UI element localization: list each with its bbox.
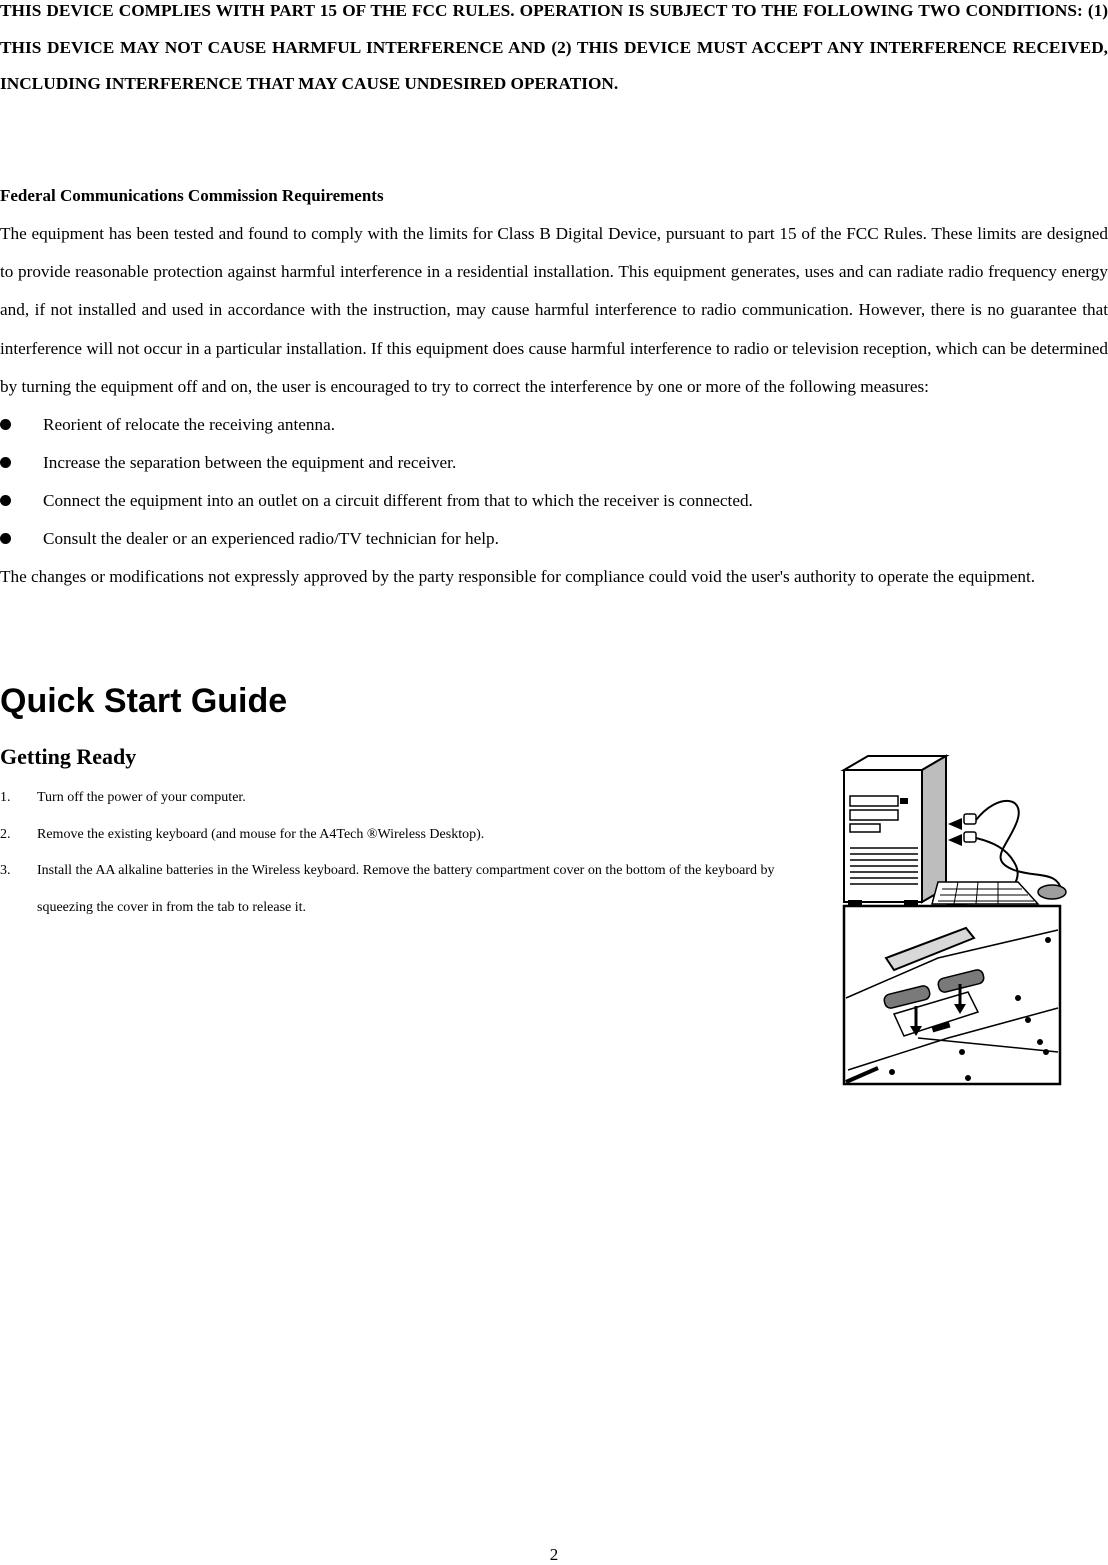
getting-ready-heading: Getting Ready xyxy=(0,744,137,769)
bullet-icon xyxy=(0,495,11,506)
fcc-requirements-heading: Federal Communications Commission Requirements xyxy=(0,186,384,205)
step-text: Remove the existing keyboard (and mouse for the A4Tech ®Wireless Desktop). xyxy=(37,826,485,842)
list-item xyxy=(0,853,820,926)
page-number: 2 xyxy=(549,1545,559,1564)
bullet-icon xyxy=(0,419,11,430)
step-number: 3. xyxy=(0,863,11,878)
fcc-requirements-section xyxy=(0,177,1108,596)
list-item xyxy=(0,780,820,817)
setup-steps-list xyxy=(0,780,820,926)
list-item xyxy=(0,444,1108,482)
measure-text: Consult the dealer or an experienced radio/TV technician for help. xyxy=(43,529,499,549)
list-item xyxy=(0,520,1108,558)
keyboard-illustration xyxy=(932,882,1038,904)
bullet-icon xyxy=(0,457,11,468)
battery-install-illustration xyxy=(844,906,1060,1084)
measure-text: Connect the equipment into an outlet on a circuit different from that to which the receiver is connected. xyxy=(43,491,753,511)
computer-tower-illustration xyxy=(844,756,946,906)
list-item xyxy=(0,406,1108,444)
list-item xyxy=(0,482,1108,520)
setup-illustrations xyxy=(838,752,1070,1091)
quick-start-title: Quick Start Guide xyxy=(0,682,288,720)
step-number: 2. xyxy=(0,826,11,842)
step-text: Turn off the power of your computer. xyxy=(37,790,246,805)
step-number: 1. xyxy=(0,790,11,805)
measure-text: Reorient of relocate the receiving antenna. xyxy=(43,415,336,435)
interference-measures-list xyxy=(0,406,1108,558)
fcc-requirements-body: The equipment has been tested and found to comply with the limits for Class B Digital Device, pursuant to part 15 of the FCC Rules. These limits are designed to provide reasonable protection against harmful interference in a residential installation. This equipment generates, uses and can radiate radio frequency energy and, if not installed and used in accordance with the instruction, may cause harmful interference to radio communication. However, there is no guarantee that interference will not occur in a particular installation. If this equipment does cause harmful interference to radio or television reception, which can be determined by turning the equipment off and on, the user is encouraged to try to correct the interference by one or more of the following measures: xyxy=(0,224,1108,396)
step-text: Install the AA alkaline batteries in the Wireless keyboard. Remove the battery compartment cover on the bottom of the keyboard by squeezing the cover in from the tab to release it. xyxy=(37,863,775,915)
bullet-icon xyxy=(0,533,11,544)
measure-text: Increase the separation between the equipment and receiver. xyxy=(43,453,457,473)
fcc-compliance-notice: THIS DEVICE COMPLIES WITH PART 15 OF THE FCC RULES. OPERATION IS SUBJECT TO THE FOLLOWING TWO CONDITIONS: (1) THIS DEVICE MAY NOT CAUSE HARMFUL INTERFERENCE AND (2) THIS DEVICE MUST ACCEPT ANY INTERFERENCE RECEIVED, INCLUDING INTERFERENCE THAT MAY CAUSE UNDESIRED OPERATION. xyxy=(0,1,1108,93)
modifications-note: The changes or modifications not expressly approved by the party responsible for compliance could void the user's authority to operate the equipment. xyxy=(0,567,1036,587)
list-item xyxy=(0,817,820,854)
setup-illustration-svg xyxy=(838,752,1070,1086)
